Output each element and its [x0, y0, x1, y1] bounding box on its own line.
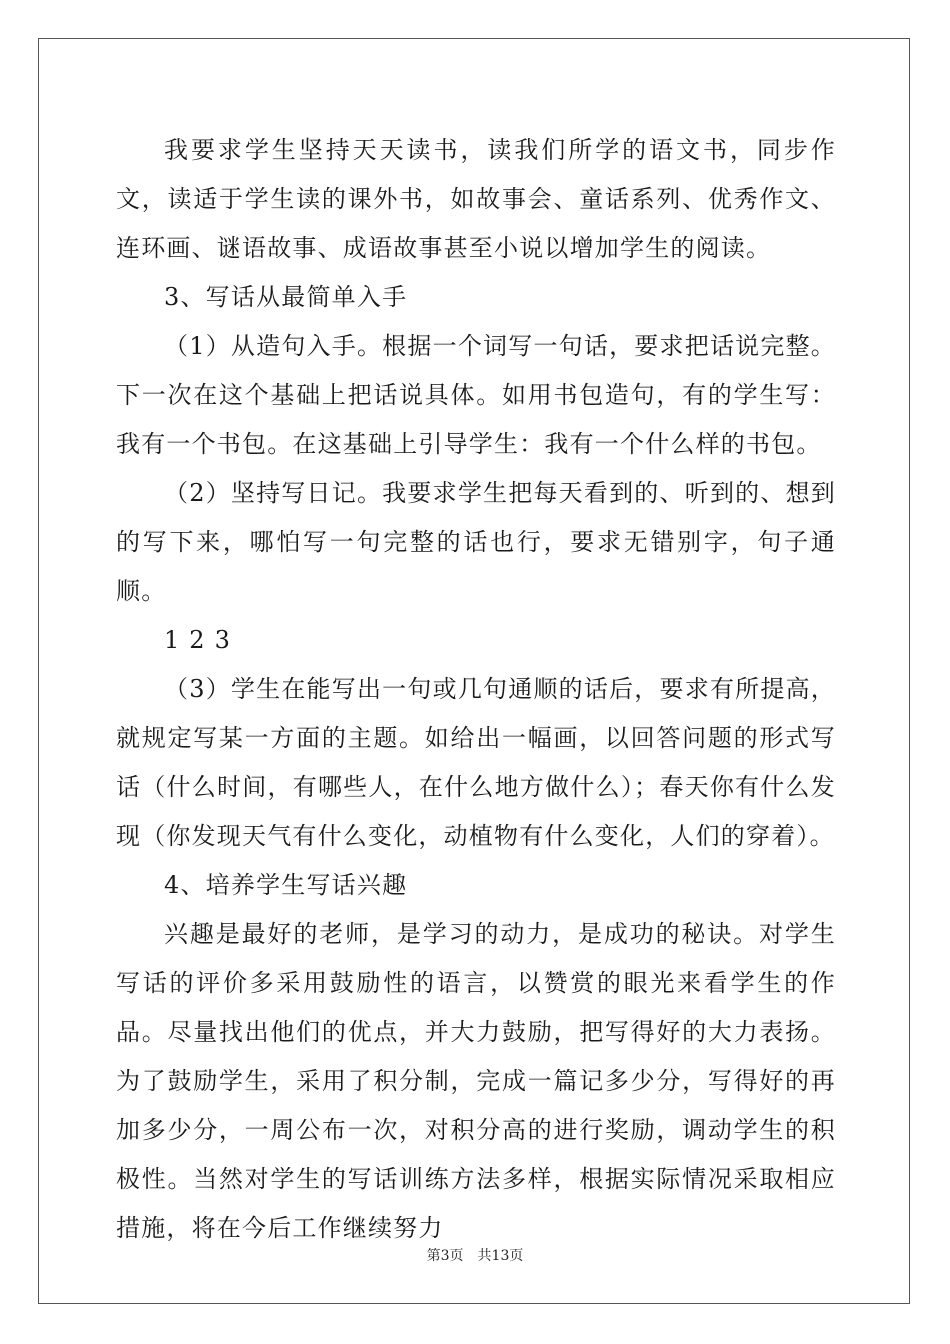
page-number-current: 第3页: [426, 1248, 464, 1264]
heading-writing-interest: 4、培养学生写话兴趣: [164, 871, 408, 899]
paragraph-topic-writing: （3）学生在能写出一句或几句通顺的话后，要求有所提高，就规定写某一方面的主题。如给出一幅画，以回答问题的形式写话（什么时间，有哪些人，在什么地方做什么）；春天你有什么发现（你发现天气有什么变化，动植物有什么变化，人们的穿着）。: [116, 675, 836, 850]
paragraph-sentence-making: （1）从造句入手。根据一个词写一句话，要求把话说完整。下一次在这个基础上把话说具体。如用书包造句，有的学生写：我有一个书包。在这基础上引导学生：我有一个什么样的书包。: [116, 332, 836, 458]
document-body: [116, 126, 836, 1253]
paragraph-reading-habit: 我要求学生坚持天天读书，读我们所学的语文书，同步作文，读适于学生读的课外书，如故事会、童话系列、优秀作文、连环画、谜语故事、成语故事甚至小说以增加学生的阅读。: [116, 136, 836, 262]
heading-simple-writing: 3、写话从最简单入手: [164, 283, 408, 311]
paragraph-numbers: 1 2 3: [164, 626, 232, 654]
paragraph-diary: （2）坚持写日记。我要求学生把每天看到的、听到的、想到的写下来，哪怕写一句完整的话也行，要求无错别字，句子通顺。: [116, 479, 836, 605]
page-footer: [0, 1245, 950, 1265]
paragraph-interest: 兴趣是最好的老师，是学习的动力，是成功的秘诀。对学生写话的评价多采用鼓励性的语言，以赞赏的眼光来看学生的作品。尽量找出他们的优点，并大力鼓励，把写得好的大力表扬。为了鼓励学生，采用了积分制，完成一篇记多少分，写得好的再加多少分，一周公布一次，对积分高的进行奖励，调动学生的积极性。当然对学生的写话训练方法多样，根据实际情况采取相应措施，将在今后工作继续努力: [116, 920, 836, 1242]
page-number-total: 共13页: [477, 1248, 524, 1264]
